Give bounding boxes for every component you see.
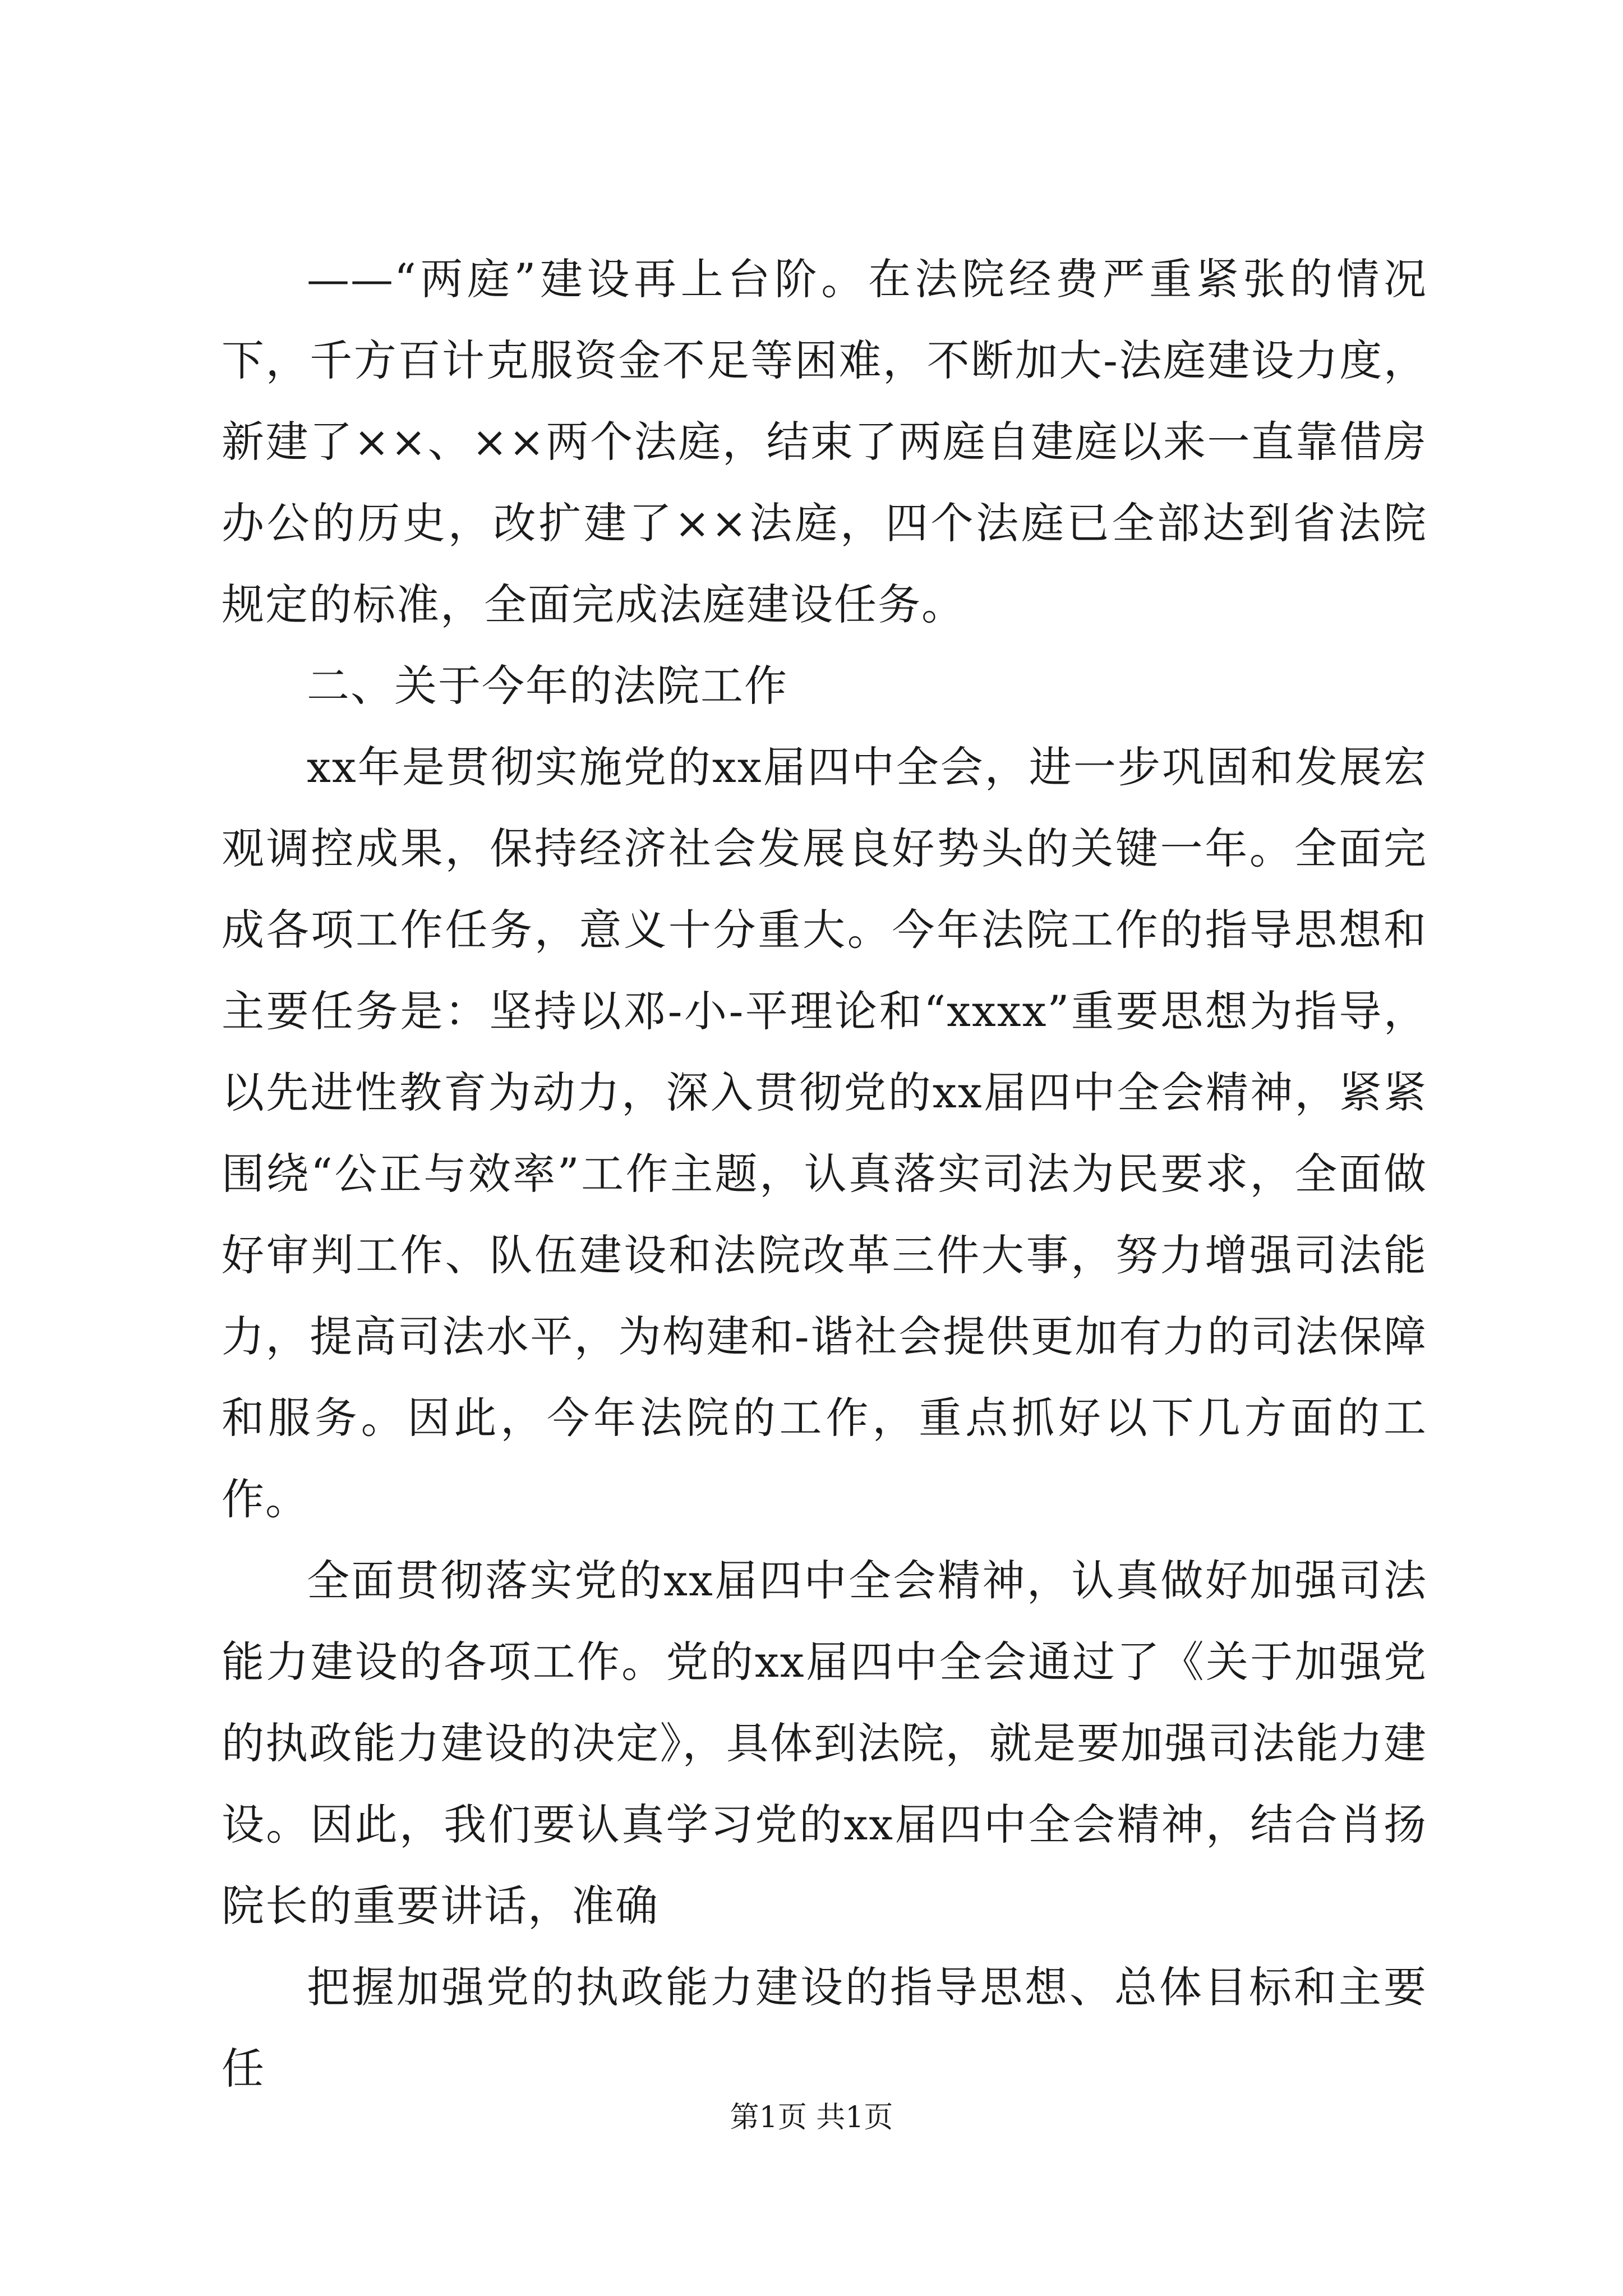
section-heading-this-year: 二、关于今年的法院工作 (307, 661, 788, 711)
paragraph-guiding-ideology: xx年是贯彻实施党的xx届四中全会，进一步巩固和发展宏观调控成果，保持经济社会发展良好势头的关键一年。全面完成各项工作任务，意义十分重大。今年法院工作的指导思想和主要任务是：坚持以邓-小-平理论和“xxxx”重要思想为指导，以先进性教育为动力，深入贯彻党的xx届四中全会精神，紧紧围绕“公正与效率”工作主题，认真落实司法为民要求，全面做好审判工作、队伍建设和法院改革三件大事，努力增强司法能力，提高司法水平，为构建和-谐社会提供更加有力的司法保障和服务。因此，今年法院的工作，重点抓好以下几方面的工作。 (222, 742, 1427, 1524)
page-footer: 第1页 共1页 (730, 2101, 893, 2134)
paragraph-continuation: 把握加强党的执政能力建设的指导思想、总体目标和主要任 (222, 1962, 1427, 2093)
paragraph-judicial-capacity: 全面贯彻落实党的xx届四中全会精神，认真做好加强司法能力建设的各项工作。党的xx届四中全会通过了《关于加强党的执政能力建设的决定》，具体到法院，就是要加强司法能力建设。因此，我们要认真学习党的xx届四中全会精神，结合肖扬院长的重要讲话，准确 (222, 1556, 1427, 1931)
paragraph-two-courts: ——“两庭”建设再上台阶。在法院经费严重紧张的情况下，千方百计克服资金不足等困难，不断加大-法庭建设力度，新建了××、××两个法庭，结束了两庭自建庭以来一直靠借房办公的历史，改扩建了××法庭，四个法庭已全部达到省法院规定的标准，全面完成法庭建设任务。 (222, 254, 1427, 629)
document-body (222, 238, 1427, 2109)
